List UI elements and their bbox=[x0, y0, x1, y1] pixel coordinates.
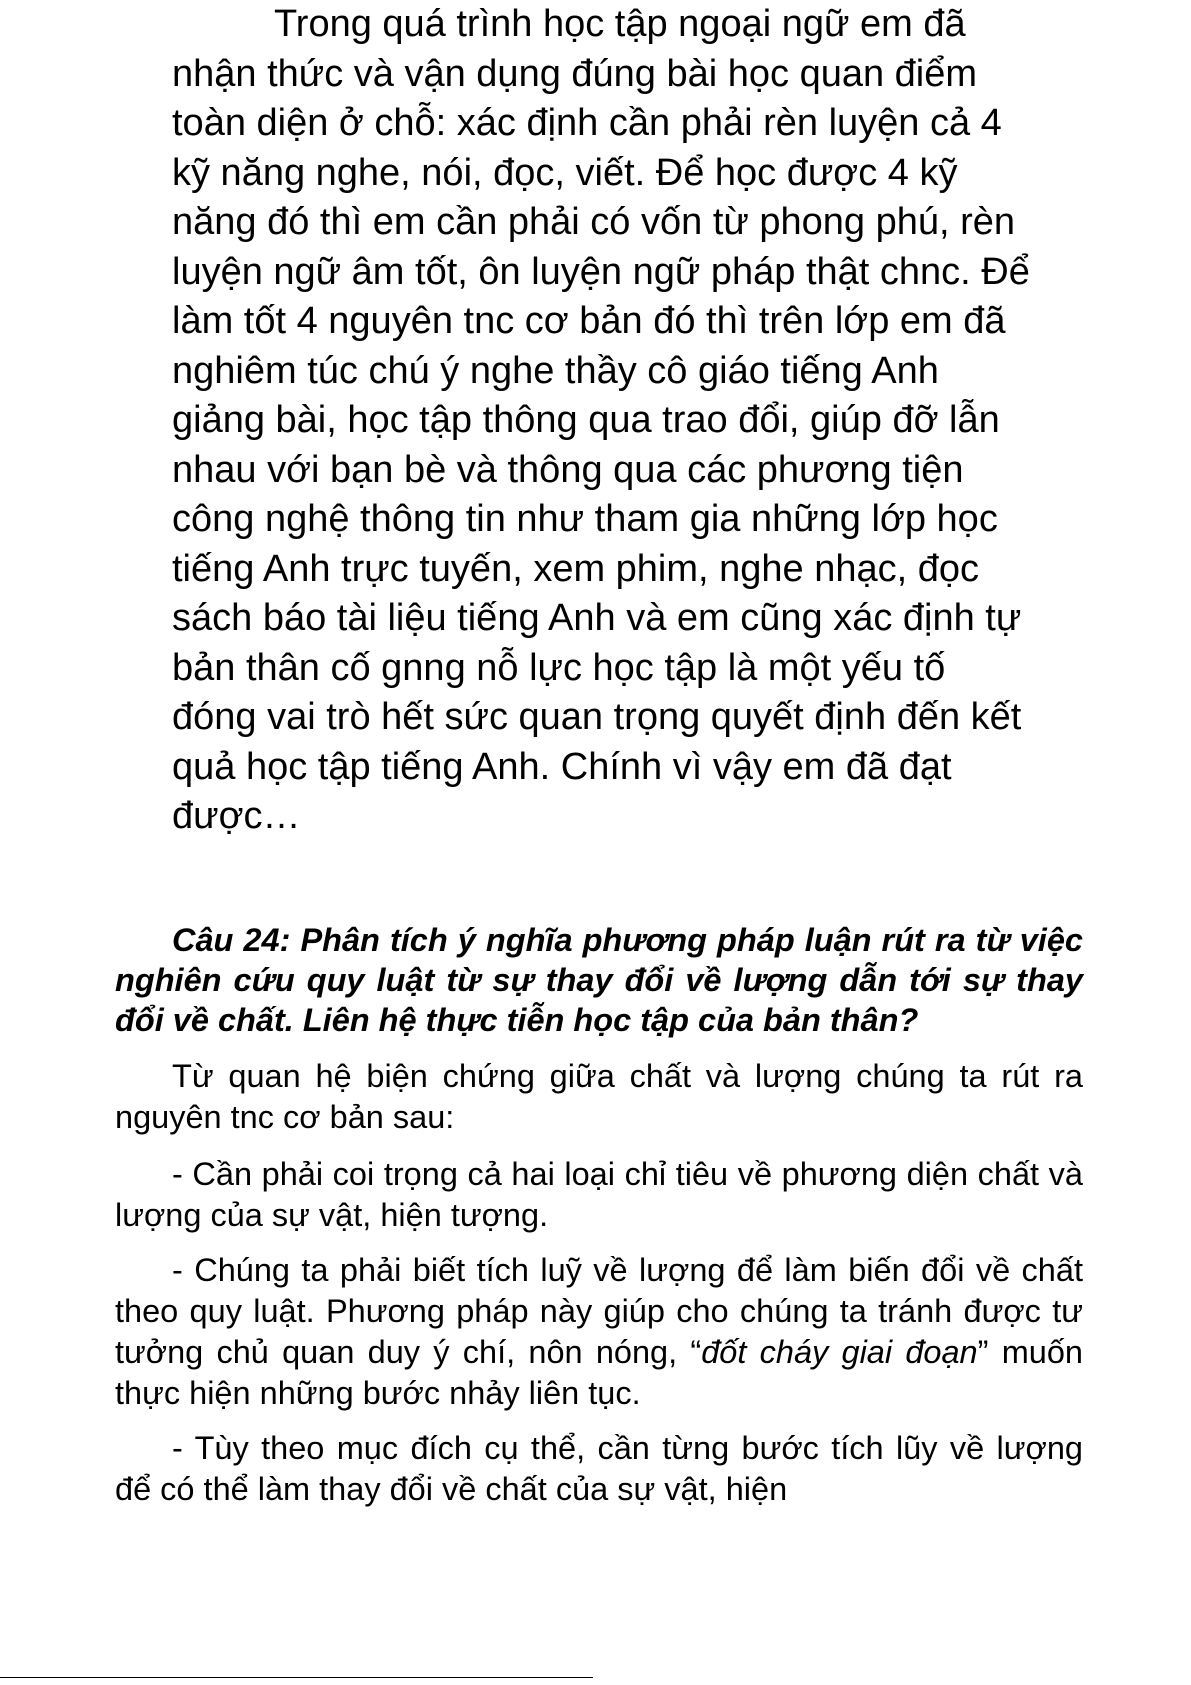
paragraph-text: ” muốn thực hiện những bước nhảy liên tục. bbox=[115, 1334, 1083, 1411]
intro-line: luyện ngữ âm tốt, ôn luyện ngữ pháp thật chnc. Để bbox=[172, 250, 1030, 293]
intro-line: tiếng Anh trực tuyến, xem phim, nghe nhạc, đọc bbox=[172, 547, 980, 590]
intro-line: được… bbox=[172, 795, 301, 837]
intro-line: làm tốt 4 nguyên tnc cơ bản đó thì trên lớp em đã bbox=[172, 300, 1006, 342]
intro-line: đóng vai trò hết sức quan trọng quyết định đến kết bbox=[172, 696, 1022, 738]
intro-line: kỹ năng nghe, nói, đọc, viết. Để học được 4 kỹ bbox=[172, 151, 958, 194]
intro-line: năng đó thì em cần phải có vốn từ phong phú, rèn bbox=[172, 201, 1016, 243]
intro-line: Trong quá trình học tập ngoại ngữ em đã bbox=[274, 3, 966, 45]
intro-line: nhận thức và vận dụng đúng bài học quan điểm bbox=[172, 52, 978, 95]
footnote-rule bbox=[0, 1677, 593, 1678]
paragraph-text: - Chúng ta phải biết tích luỹ về lượng để làm biến đổi về chất theo quy luật. Phương pháp này giúp cho chúng ta tránh được tư tưởng chủ quan duy ý chí, nôn nóng, “ bbox=[115, 1252, 1083, 1370]
question-heading: Câu 24: Phân tích ý nghĩa phương pháp luận rút ra từ việc nghiên cứu quy luật từ sự thay đổi về lượng dẫn tới sự thay đổi về chất. Liên hệ thực tiễn học tập của bản thân? bbox=[115, 922, 1083, 1038]
intro-line: công nghệ thông tin như tham gia những lớp học bbox=[172, 498, 998, 540]
intro-line: giảng bài, học tập thông qua trao đổi, giúp đỡ lẫn bbox=[172, 399, 1000, 441]
intro-line: nhau với bạn bè và thông qua các phương tiện bbox=[172, 448, 964, 491]
intro-line: sách báo tài liệu tiếng Anh và em cũng xác định tự bbox=[172, 597, 1022, 639]
intro-line: bản thân cố gnng nỗ lực học tập là một yếu tố bbox=[172, 646, 946, 689]
intro-line: nghiêm túc chú ý nghe thầy cô giáo tiếng Anh bbox=[172, 349, 939, 392]
italic-phrase: đốt cháy giai đoạn bbox=[701, 1334, 978, 1370]
body-paragraph: Từ quan hệ biện chứng giữa chất và lượng chúng ta rút ra nguyên tnc cơ bản sau: bbox=[115, 1058, 1083, 1135]
intro-paragraph bbox=[172, 0, 1092, 842]
bullet-paragraph: - Cần phải coi trọng cả hai loại chỉ tiêu về phương diện chất và lượng của sự vật, hiện tượng. bbox=[115, 1156, 1083, 1233]
bullet-paragraph: - Tùy theo mục đích cụ thể, cần từng bước tích lũy về lượng để có thể làm thay đổi về chất của sự vật, hiện bbox=[115, 1430, 1083, 1507]
bullet-paragraph bbox=[115, 1250, 1083, 1414]
question-section bbox=[115, 920, 1083, 1510]
intro-line: toàn diện ở chỗ: xác định cần phải rèn luyện cả 4 bbox=[172, 102, 1002, 144]
intro-line: quả học tập tiếng Anh. Chính vì vậy em đã đạt bbox=[172, 745, 952, 788]
